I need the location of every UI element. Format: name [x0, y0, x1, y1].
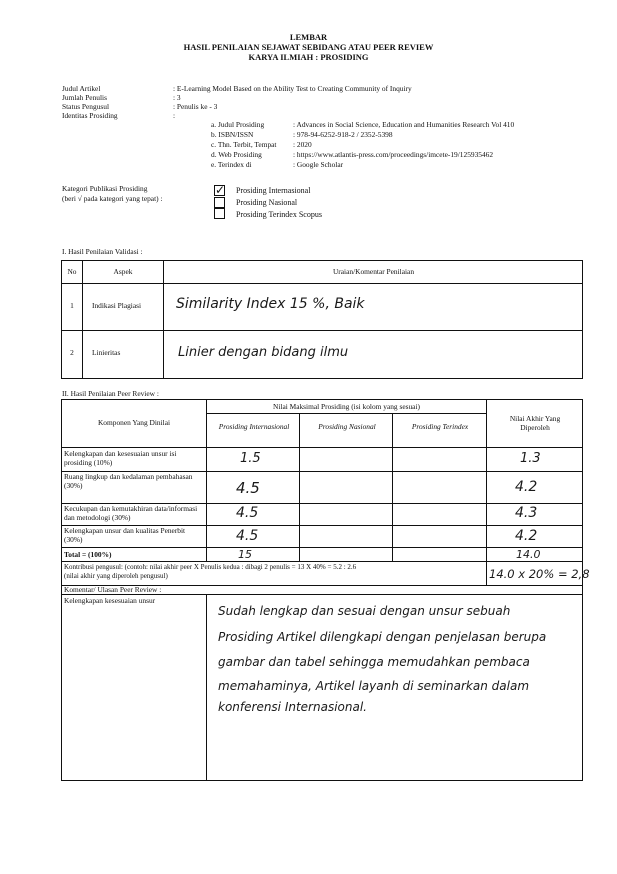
internasional-row-4: 4.5	[236, 528, 259, 544]
option-nasional-label: Prosiding Nasional	[236, 198, 298, 207]
detail-a-label: a. Judul Prosiding	[211, 120, 265, 129]
validation-section-title: I. Hasil Penilaian Validasi :	[62, 247, 143, 256]
detail-b-label: b. ISBN/ISSN	[211, 130, 254, 139]
status-value: : Penulis ke - 3	[173, 102, 218, 111]
col-header-internasional: Prosiding Internasional	[218, 422, 290, 431]
komentar-line-4: memahaminya, Artikel layanh di seminarkan dalam	[218, 679, 530, 693]
col-header-terindex: Prosiding Terindex	[411, 422, 469, 431]
checkbox-nasional[interactable]	[214, 197, 225, 208]
category-label: Kategori Publikasi Prosiding	[62, 184, 148, 193]
detail-d-value: : https://www.atlantis-press.com/proceedings/imcete-19/125935462	[293, 150, 494, 159]
checkbox-scopus[interactable]	[214, 208, 225, 219]
komponen-row-2: Ruang lingkup dan kedalaman pembahasan (30%)	[64, 472, 193, 490]
komentar-label: Komentar/ Ulasan Peer Review :	[64, 585, 162, 594]
peer-review-section-title: II. Hasil Penilaian Peer Review :	[62, 389, 159, 398]
check-mark-icon: ✓	[215, 183, 226, 197]
col-header-nilai-akhir: Nilai Akhir Yang Diperoleh	[509, 414, 561, 432]
row-1-no: 1	[70, 301, 74, 310]
row-2-no: 2	[70, 348, 74, 357]
detail-a-value: : Advances in Social Science, Education and Humanities Research Vol 410	[293, 120, 515, 129]
internasional-row-1: 1.5	[240, 451, 261, 466]
komentar-line-3: gambar dan tabel sehingga memudahkan pembaca	[218, 655, 530, 669]
detail-e-value: : Google Scholar	[293, 160, 344, 169]
col-header-nilai-maks: Nilai Maksimal Prosiding (isi kolom yang sesuai)	[273, 402, 420, 411]
kontribusi-value: 14.0 x 20% = 2,8	[489, 567, 590, 581]
status-label: Status Pengusul	[62, 102, 110, 111]
detail-d-label: d. Web Prosiding	[211, 150, 262, 159]
header-line-2: HASIL PENILAIAN SEJAWAT SEBIDANG ATAU PEER REVIEW	[183, 42, 434, 52]
row-1-komentar: Similarity Index 15 %, Baik	[176, 296, 365, 312]
col-header-uraian: Uraian/Komentar Penilaian	[332, 267, 415, 276]
detail-e-label: e. Terindex di	[211, 160, 252, 169]
internasional-row-3: 4.5	[236, 505, 259, 521]
komentar-row-label: Kelengkapan kesesuaian unsur	[64, 596, 156, 605]
row-2-komentar: Linier dengan bidang ilmu	[178, 345, 349, 360]
detail-c-value: : 2020	[293, 140, 312, 149]
row-2-aspek: Linieritas	[92, 348, 121, 357]
total-internasional: 15	[238, 548, 252, 561]
akhir-row-2: 4.2	[515, 479, 538, 495]
akhir-row-3: 4.3	[515, 505, 538, 521]
category-hint: (beri √ pada kategori yang tepat) :	[62, 194, 163, 203]
internasional-row-2: 4.5	[236, 479, 260, 497]
kontribusi-line-1: Kontribusi pengusul: (contoh: nilai akhir peer X Penulis kedua : dibagi 2 penulis = 13 X 40% = 5.2 : 2.6	[64, 563, 357, 571]
total-akhir: 14.0	[516, 548, 541, 561]
komponen-row-1: Kelengkapan dan kesesuaian unsur isi prosiding (10%)	[64, 449, 177, 467]
akhir-row-1: 1.3	[520, 451, 541, 466]
judul-label: Judul Artikel	[62, 84, 101, 93]
identitas-colon: :	[173, 111, 176, 120]
komentar-line-2: Prosiding Artikel dilengkapi dengan penjelasan berupa	[218, 630, 547, 644]
col-header-nasional: Prosiding Nasional	[318, 422, 376, 431]
komentar-line-5: konferensi Internasional.	[218, 700, 367, 714]
komponen-row-4: Kelengkapan unsur dan kualitas Penerbit (30%)	[64, 526, 186, 544]
detail-b-value: : 978-94-6252-918-2 / 2352-5398	[293, 130, 393, 139]
jumlah-label: Jumlah Penulis	[62, 93, 107, 102]
total-label: Total = (100%)	[64, 550, 112, 559]
row-1-aspek: Indikasi Plagiasi	[92, 301, 142, 310]
akhir-row-4: 4.2	[515, 528, 538, 544]
kontribusi-line-2: (nilai akhir yang diperoleh pengusul)	[64, 572, 168, 580]
option-internasional-label: Prosiding Internasional	[236, 186, 311, 195]
col-header-komponen: Komponen Yang Dinilai	[97, 418, 171, 427]
detail-c-label: c. Thn. Terbit, Tempat	[211, 140, 277, 149]
checkbox-internasional[interactable]	[214, 185, 225, 196]
judul-value: : E-Learning Model Based on the Ability Test to Creating Community of Inquiry	[173, 84, 412, 93]
col-header-aspek: Aspek	[113, 267, 133, 276]
jumlah-value: : 3	[173, 93, 181, 102]
col-header-no: No	[67, 267, 77, 276]
option-scopus-label: Prosiding Terindex Scopus	[236, 210, 322, 219]
komponen-row-3: Kecukupan dan kemutakhiran data/informasi dan metodologi (30%)	[64, 504, 198, 522]
header-line-3: KARYA ILMIAH : PROSIDING	[248, 52, 369, 62]
header-line-1: LEMBAR	[289, 32, 328, 42]
identitas-label: Identitas Prosiding	[62, 111, 118, 120]
komentar-line-1: Sudah lengkap dan sesuai dengan unsur sebuah	[218, 604, 511, 618]
